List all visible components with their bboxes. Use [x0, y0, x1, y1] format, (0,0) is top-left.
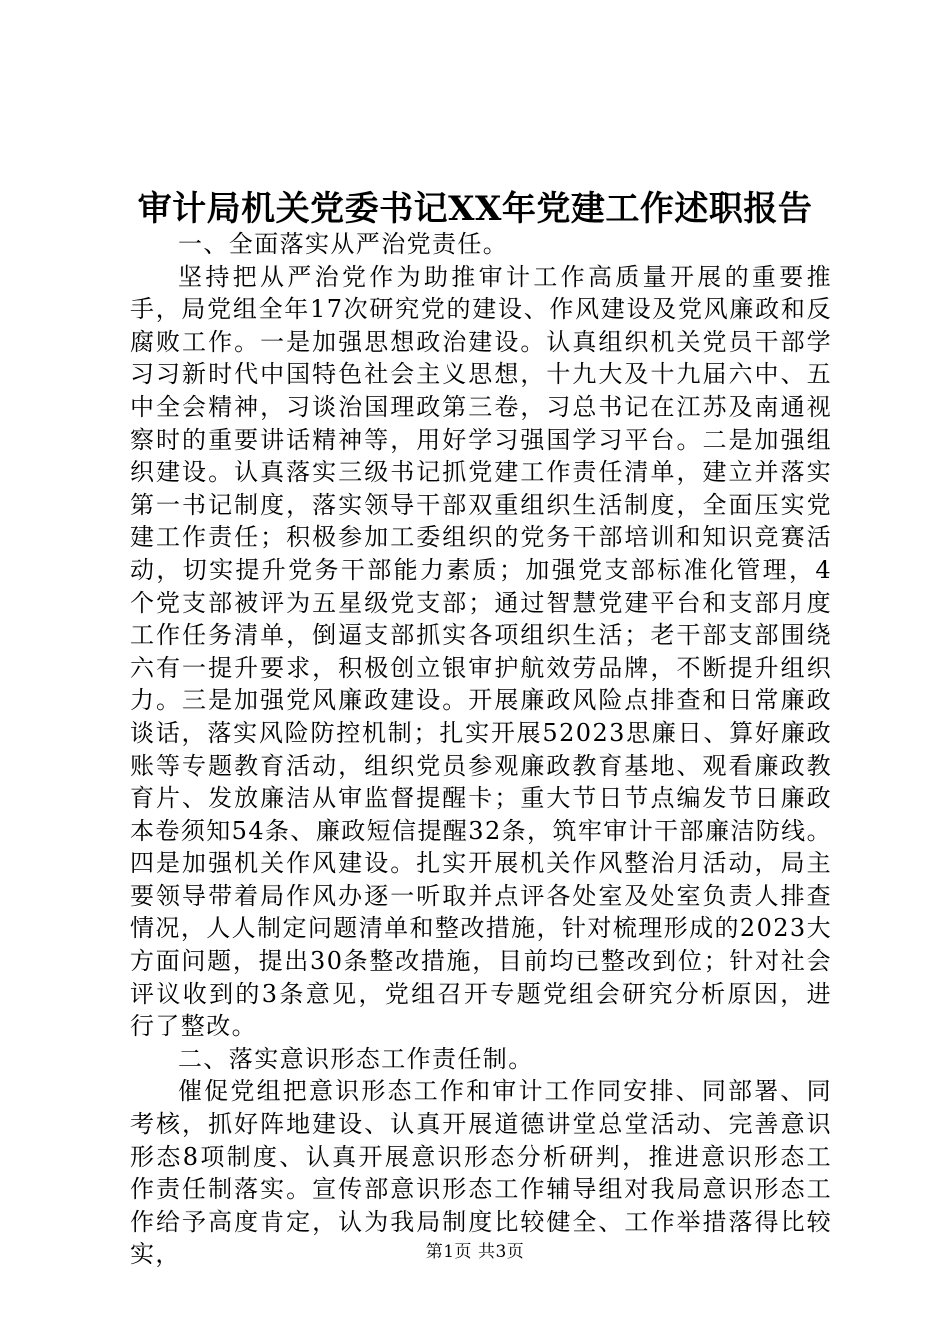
page-footer: 第1页 共3页	[425, 1242, 525, 1262]
section-2-heading: 二、落实意识形态工作责任制。	[178, 1044, 534, 1073]
document-title: 审计局机关党委书记XX年党建工作述职报告	[137, 189, 813, 229]
section-1-paragraph: 坚持把从严治党作为助推审计工作高质量开展的重要推手，局党组全年17次研究党的建设、作风建设及党风廉政和反腐败工作。一是加强思想政治建设。认真组织机关党员干部学习习新时代中国特色社会主义思想，十九大及十九届六中、五中全会精神，习谈治国理政第三卷，习总书记在江苏及南通视察时的重要讲话精神等，用好学习强国学习平台。二是加强组织建设。认真落实三级书记抓党建工作责任清单，建立并落实第一书记制度，落实领导干部双重组织生活制度，全面压实党建工作责任；积极参加工委组织的党务干部培训和知识竞赛活动，切实提升党务干部能力素质；加强党支部标准化管理，4个党支部被评为五星级党支部；通过智慧党建平台和支部月度工作任务清单，倒逼支部抓实各项组织生活；老干部支部围绕六有一提升要求，积极创立银审护航效劳品牌，不断提升组织力。三是加强党风廉政建设。开展廉政风险点排查和日常廉政谈话，落实风险防控机制；扎实开展52023思廉日、算好廉政账等专题教育活动，组织党员参观廉政教育基地、观看廉政教育片、发放廉洁从审监督提醒卡；重大节日节点编发节日廉政本卷须知54条、廉政短信提醒32条，筑牢审计干部廉洁防线。四是加强机关作风建设。扎实开展机关作风整治月活动，局主要领导带着局作风办逐一听取并点评各处室及处室负责人排查情况，人人制定问题清单和整改措施，针对梳理形成的2023大方面问题，提出30条整改措施，目前均已整改到位；针对社会评议收到的3条意见，党组召开专题党组会研究分析原因，进行了整改。	[130, 262, 832, 1041]
section-2-paragraph: 催促党组把意识形态工作和审计工作同安排、同部署、同考核，抓好阵地建设、认真开展道德讲堂总堂活动、完善意识形态8项制度、认真开展意识形态分析研判，推进意识形态工作责任制落实。宣传部意识形态工作辅导组对我局意识形态工作给予高度肯定，认为我局制度比较健全、工作举措落得比较实，	[130, 1077, 832, 1269]
section-1-heading: 一、全面落实从严治党责任。	[178, 230, 509, 258]
document-body	[130, 228, 832, 1271]
